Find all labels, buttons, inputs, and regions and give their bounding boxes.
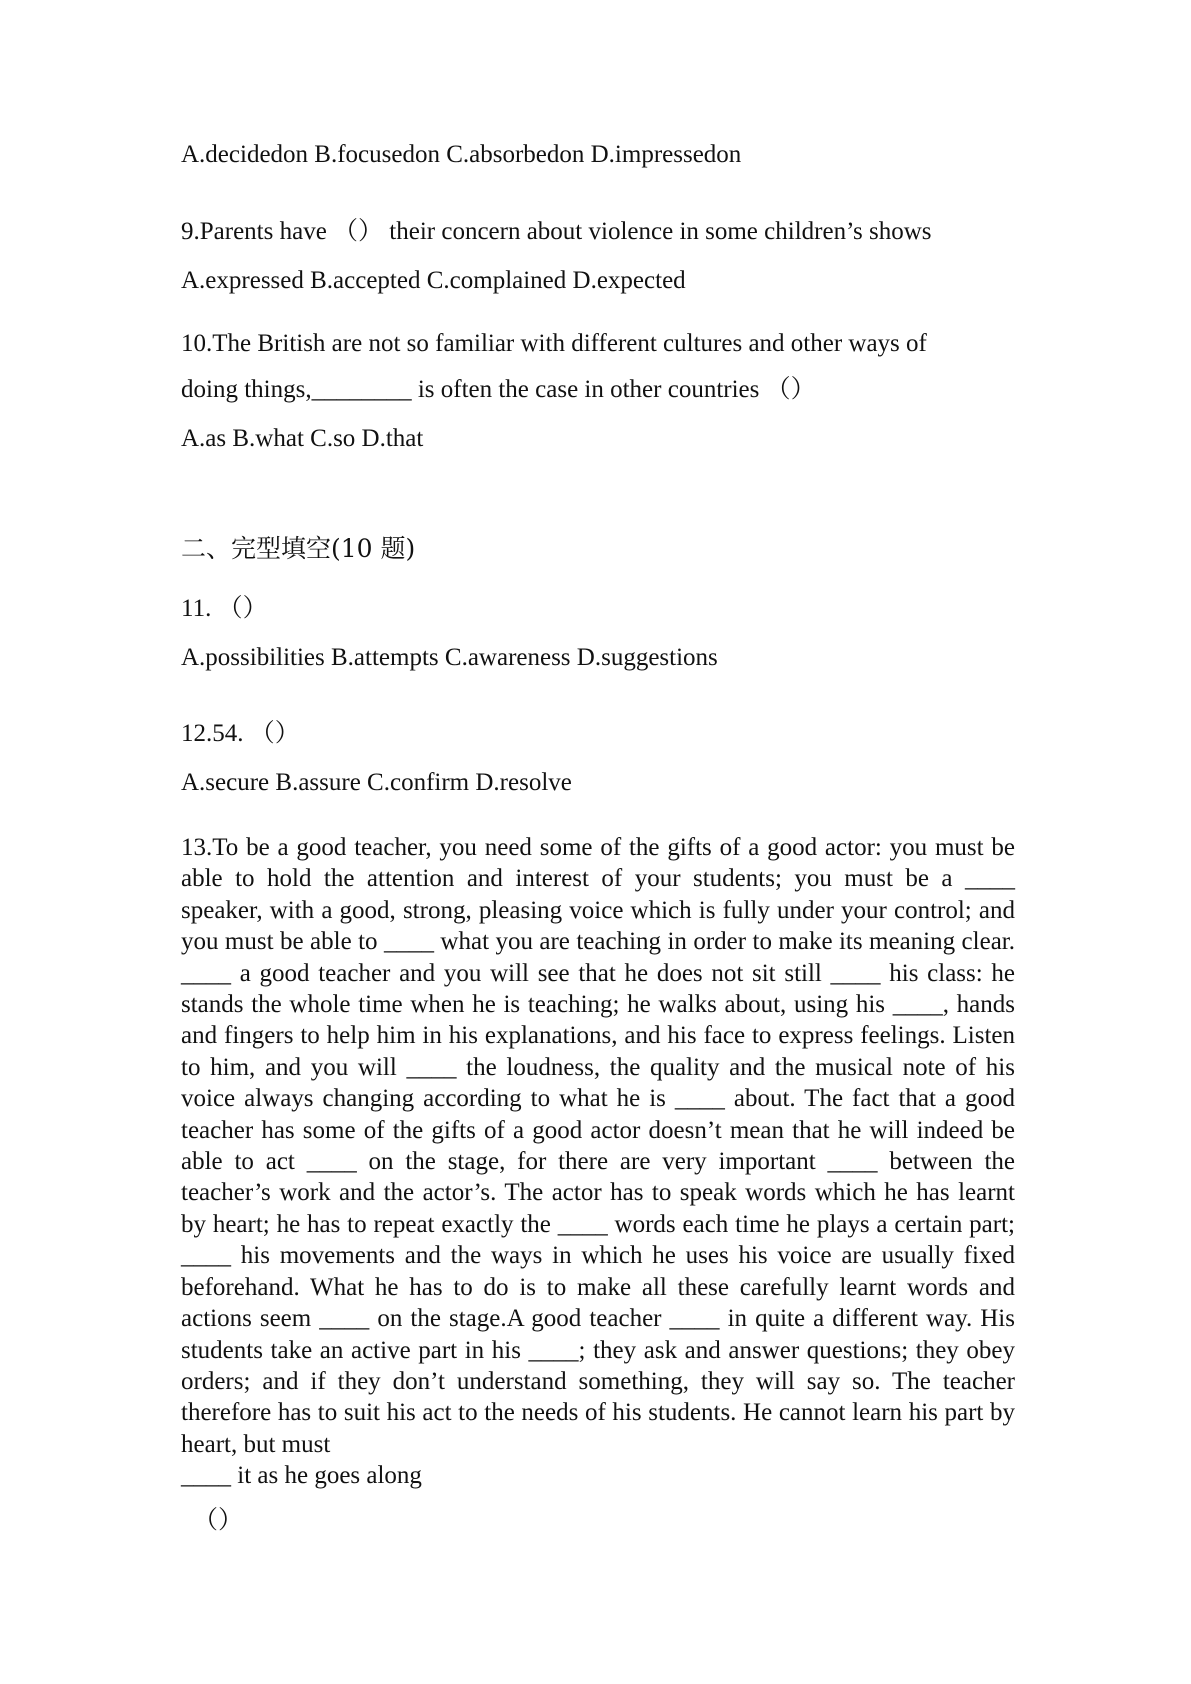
section-heading: 二、完型填空(10 题) — [181, 534, 416, 563]
q13-answer-blank: （） — [193, 1507, 244, 1534]
q9-options: A.expressed B.accepted C.complained D.expected — [181, 267, 686, 294]
q13-passage — [181, 832, 1015, 1492]
q8-options: A.decidedon B.focusedon C.absorbedon D.impressedon — [181, 141, 742, 168]
q13-passage-body: 13.To be a good teacher, you need some of the gifts of a good actor: you must be able to hold the attention and interest of your students; you must be a ____ speaker, with a good, strong, pleasing voice which is fully under your control; and you must be able to ____ what you are teaching in order to make its meaning clear. ____ a good teacher and you will see that he does not sit still ____ his class: he stands the whole time when he is teaching; he walks about, using his ____, hands and fingers to help him in his explanations, and his face to express feelings. Listen to him, and you will ____ the loudness, the quality and the musical note of his voice always changing according to what he is ____ about. The fact that a good teacher has some of the gifts of a good actor doesn’t mean that he will indeed be able to act ____ on the stage, for there are very important ____ between the teacher’s work and the actor’s. The actor has to speak words which he has learnt by heart; he has to repeat exactly the ____ words each time he plays a certain part; ____ his movements and the ways in which he uses his voice are usually fixed beforehand. What he has to do is to make all these carefully learnt words and actions seem ____ on the stage.A good teacher ____ in quite a different way. His students take an active part in his ____; they ask and answer questions; they obey orders; and if they don’t understand something, they will say so. The teacher therefore has to suit his act to the needs of his students. He cannot learn his part by heart, but must — [181, 834, 1015, 1458]
q13-passage-last-line: ____ it as he goes along — [181, 1462, 422, 1490]
q9-stem: 9.Parents have （） their concern about violence in some children’s shows — [181, 218, 932, 245]
q12-stem: 12.54. （） — [181, 720, 300, 747]
q10-options: A.as B.what C.so D.that — [181, 425, 424, 452]
q12-options: A.secure B.assure C.confirm D.resolve — [181, 769, 572, 796]
q11-stem: 11. （） — [181, 595, 268, 622]
q10-stem-line1: 10.The British are not so familiar with different cultures and other ways of — [181, 330, 927, 357]
q10-stem-line2: doing things,________ is often the case in other countries （） — [181, 376, 816, 403]
q11-options: A.possibilities B.attempts C.awareness D.suggestions — [181, 644, 718, 671]
